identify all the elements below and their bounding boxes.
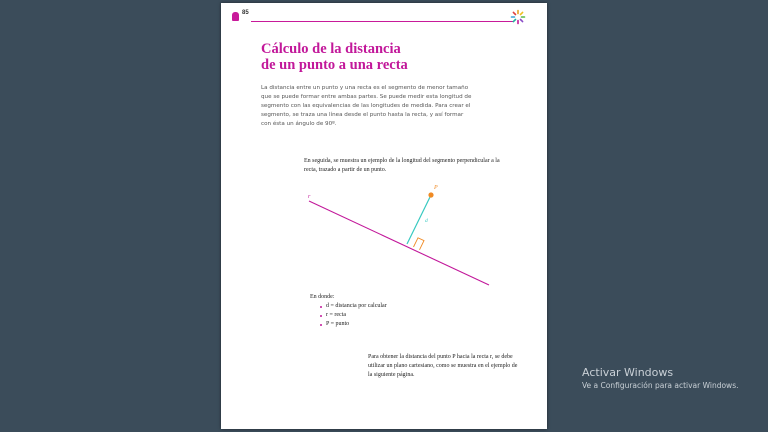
title-line-1: Cálculo de la distancia bbox=[261, 41, 401, 57]
intro-paragraph: La distancia entre un punto y una recta es el segmento de menor tamaño que se puede formar entre ambas partes. Se puede medir esta longitud de segmento con las equivalencias de las longitudes de medida. Para crear el segmento, se traza una línea desde el punto hasta la recta, y así formar con ésta un ángulo de 90º. bbox=[261, 85, 472, 127]
line-r bbox=[309, 201, 489, 285]
title-line-2: de un punto a una recta bbox=[261, 57, 408, 73]
watermark-subtitle: Ve a Configuración para activar Windows. bbox=[582, 381, 739, 390]
legend-item: d = distancia por calcular bbox=[320, 302, 430, 311]
document-page bbox=[221, 3, 547, 429]
page-number: 85 bbox=[242, 10, 249, 16]
example-paragraph: En seguida, se muestra un ejemplo de la longitud del segmento perpendicular a la recta, trazado a partir de un punto. bbox=[304, 158, 500, 173]
label-d: d bbox=[425, 218, 428, 224]
closing-paragraph: Para obtener la distancia del punto P hacia la recta r, se debe utilizar un plano cartesiano, como se muestra en el ejemplo de la siguiente página. bbox=[368, 354, 518, 378]
legend-heading: En donde: bbox=[310, 294, 335, 300]
label-p: P bbox=[434, 185, 438, 191]
watermark-title: Activar Windows bbox=[582, 366, 674, 379]
right-angle-marker bbox=[414, 238, 425, 250]
point-p bbox=[428, 192, 433, 197]
label-r: r bbox=[308, 194, 311, 200]
legend-block bbox=[310, 293, 430, 329]
activation-watermark bbox=[582, 366, 739, 391]
legend-item: P = punto bbox=[320, 320, 430, 329]
legend-item: r = recta bbox=[320, 311, 430, 320]
